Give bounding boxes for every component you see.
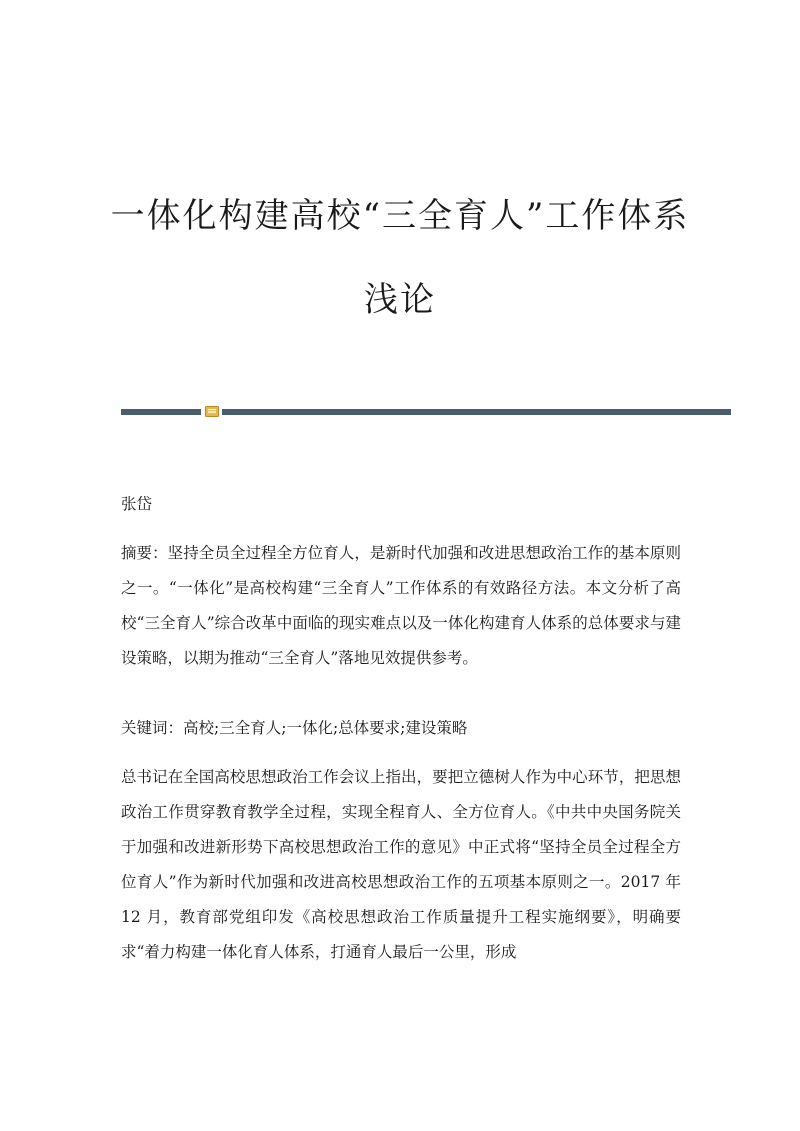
keywords-paragraph — [121, 711, 681, 746]
abstract-paragraph — [121, 536, 681, 676]
abstract-text: 坚持全员全过程全方位育人，是新时代加强和改进思想政治工作的基本原则之一。“一体化”是高校构建“三全育人”工作体系的有效路径方法。本文分析了高校“三全育人”综合改革中面临的现实难点以及一体化构建育人体系的总体要求与建设策略，以期为推动“三全育人”落地见效提供参考。 — [121, 544, 681, 667]
abstract-label: 摘要： — [121, 544, 168, 562]
body-paragraph: 总书记在全国高校思想政治工作会议上指出，要把立德树人作为中心环节，把思想政治工作贯穿教育教学全过程，实现全程育人、全方位育人。《中共中央国务院关于加强和改进新形势下高校思想政治工作的意见》中正式将“坚持全员全过程全方位育人”作为新时代加强和改进高校思想政治工作的五项基本原则之一。2017 年 12 月，教育部党组印发《高校思想政治工作质量提升工程实施纲要》，明确要求“着力构建一体化育人体系，打通育人最后一公里，形成 — [121, 768, 681, 961]
title-divider-left — [121, 409, 201, 415]
keywords-label: 关键词： — [121, 719, 184, 737]
title-divider-right — [222, 409, 731, 415]
document-title-line-1: 一体化构建高校“三全育人”工作体系 — [110, 196, 690, 236]
document-title-line-2: 浅论 — [364, 280, 436, 320]
document-icon — [205, 406, 219, 417]
author-name: 张岱 — [121, 495, 153, 513]
keywords-text: 高校;三全育人;一体化;总体要求;建设策略 — [183, 719, 468, 737]
